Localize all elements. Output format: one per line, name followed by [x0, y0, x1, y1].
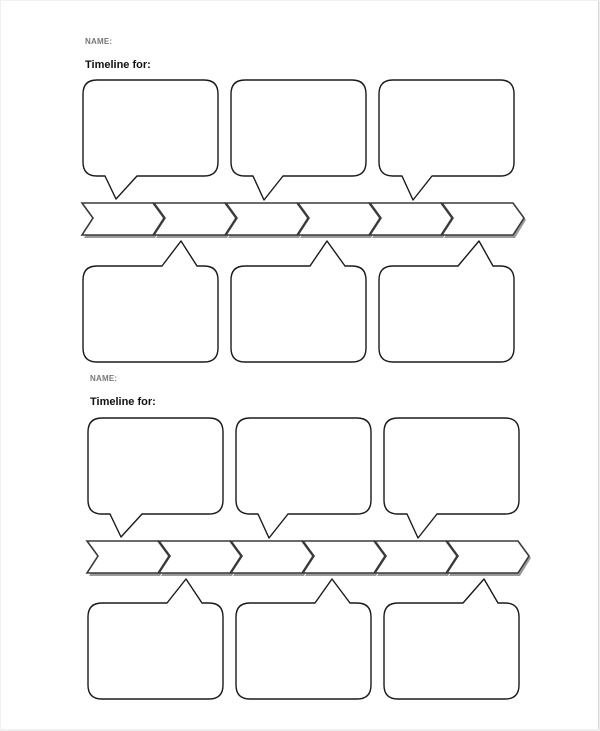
timeline-diagrams: [1, 1, 600, 731]
chevron-step-3: [231, 541, 313, 573]
event-box-bottom-2[interactable]: [236, 579, 371, 699]
chevron-step-1: [82, 203, 164, 235]
chevron-step-3: [226, 203, 308, 235]
event-box-bottom-1[interactable]: [83, 241, 218, 362]
chevron-step-2: [159, 541, 241, 573]
event-box-top-2[interactable]: [236, 418, 371, 538]
chevron-arrow-strip: [87, 541, 531, 576]
chevron-step-4: [303, 541, 385, 573]
name-label: NAME:: [90, 374, 118, 383]
chevron-arrow-strip: [82, 203, 526, 238]
event-box-top-3[interactable]: [379, 80, 514, 200]
chevron-step-5: [370, 203, 452, 235]
chevron-step-6: [447, 541, 529, 573]
timeline-2: [87, 418, 531, 699]
timeline-1: [82, 80, 526, 362]
timeline-title: Timeline for:: [85, 59, 151, 71]
event-box-bottom-2[interactable]: [231, 241, 366, 362]
event-box-top-1[interactable]: [83, 80, 218, 199]
timeline-title: Timeline for:: [90, 396, 156, 408]
worksheet-page: [1, 1, 599, 729]
chevron-step-1: [87, 541, 169, 573]
event-box-bottom-1[interactable]: [88, 579, 223, 699]
event-box-top-2[interactable]: [231, 80, 366, 200]
event-box-top-3[interactable]: [384, 418, 519, 538]
event-box-bottom-3[interactable]: [379, 241, 514, 362]
chevron-step-2: [154, 203, 236, 235]
event-box-top-1[interactable]: [88, 418, 223, 537]
event-box-bottom-3[interactable]: [384, 579, 519, 699]
chevron-step-5: [375, 541, 457, 573]
name-label: NAME:: [85, 37, 113, 46]
chevron-step-4: [298, 203, 380, 235]
chevron-step-6: [442, 203, 524, 235]
